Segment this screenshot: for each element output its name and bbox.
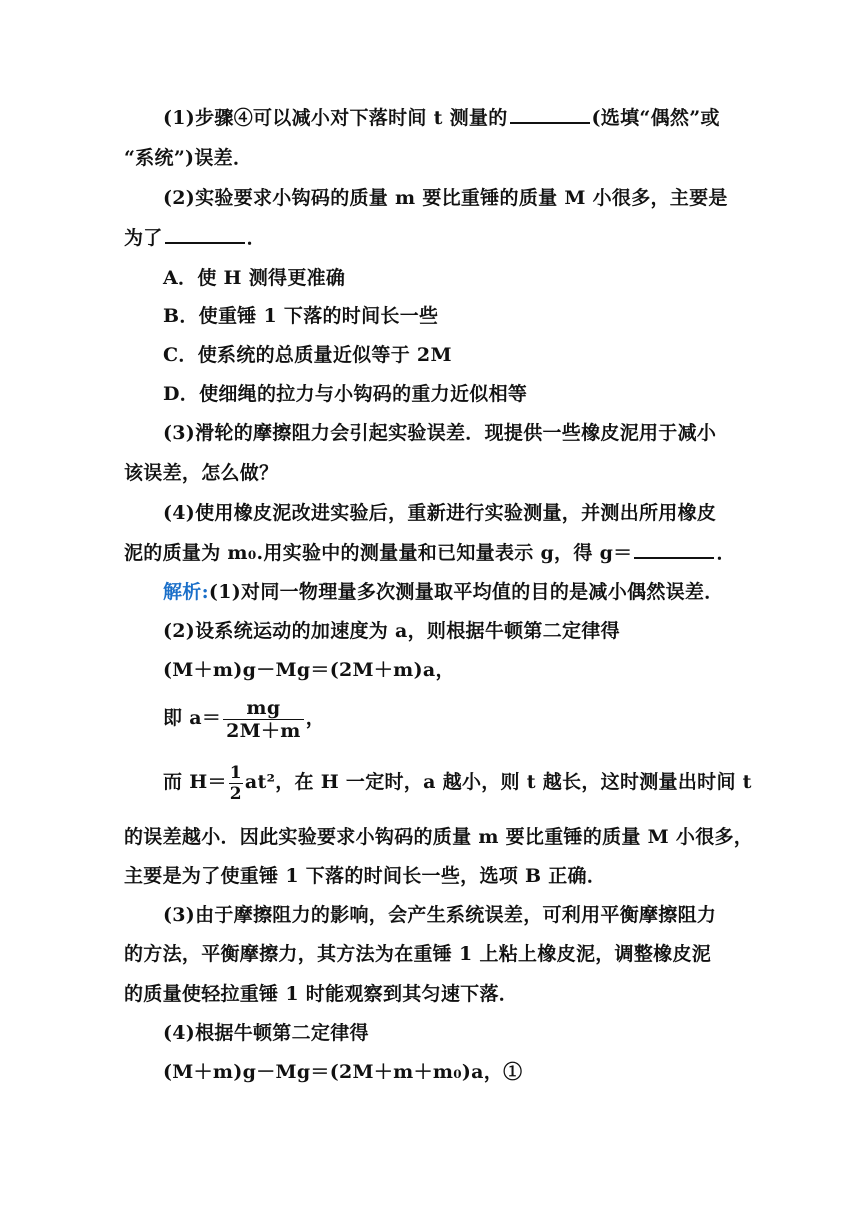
q2-line1: (2)实验要求小钩码的质量 m 要比重锤的质量 M 小很多，主要是 [163, 187, 728, 209]
q1-line1: (1)步骤④可以减小对下落时间 t 测量的 (选填“偶然”或 [163, 104, 783, 132]
fraction-mg: $\frac{mg}{2M+m}$ [223, 697, 304, 742]
solution-line-h: 而 H＝ $\frac{1}{2}$ at²，在 H 一定时，a 越小，则 t 越长，这时测量出时间 t [163, 762, 752, 804]
q4-line2: 泥的质量为 m₀.用实验中的测量量和已知量表示 g，得 g＝ ． [124, 539, 744, 567]
equation-2: 即 a＝ $\frac{mg}{2M+m}$ ， [163, 696, 326, 742]
option-c: C．使系统的总质量近似等于 2M [163, 344, 452, 366]
q3-line2: 该误差，怎么做？ [124, 462, 279, 484]
fraction-half: $\frac{1}{2}$ [229, 762, 242, 804]
equation-1: (M＋m)g－Mg＝(2M＋m)a， [163, 659, 455, 681]
q4-line1: (4)使用橡皮泥改进实验后，重新进行实验测量，并测出所用橡皮 [163, 502, 717, 524]
q3-line1: (3)滑轮的摩擦阻力会引起实验误差．现提供一些橡皮泥用于减小 [163, 422, 717, 444]
solution-line-4a: (4)根据牛顿第二定律得 [163, 1022, 369, 1044]
q2-line2: 为了 ． [124, 224, 744, 252]
solution-line-3a: (3)由于摩擦阻力的影响，会产生系统误差，可利用平衡摩擦阻力 [163, 904, 717, 926]
answer-blank-3 [634, 539, 714, 559]
q1-line2: “系统”)误差． [124, 147, 253, 169]
solution-line-c: 的误差越小．因此实验要求小钩码的质量 m 要比重锤的质量 M 小很多， [124, 826, 754, 848]
solution-line-3b: 的方法，平衡摩擦力，其方法为在重锤 1 上粘上橡皮泥，调整橡皮泥 [124, 943, 712, 965]
option-a: A．使 H 测得更准确 [163, 267, 346, 289]
solution-line-d: 主要是为了使重锤 1 下落的时间长一些，选项 B 正确． [124, 865, 607, 887]
solution-label: 解析: [163, 581, 209, 603]
answer-blank-1 [510, 104, 590, 124]
equation-3: (M＋m)g－Mg＝(2M＋m＋m₀)a，① [163, 1061, 523, 1083]
solution-line-3c: 的质量使轻拉重锤 1 时能观察到其匀速下落． [124, 983, 519, 1005]
solution-line2: (2)设系统运动的加速度为 a，则根据牛顿第二定律得 [163, 620, 620, 642]
solution-line1: 解析:(1)对同一物理量多次测量取平均值的目的是减小偶然误差． [163, 581, 724, 603]
option-b: B．使重锤 1 下落的时间长一些 [163, 305, 439, 327]
option-d: D．使细绳的拉力与小钩码的重力近似相等 [163, 383, 528, 405]
answer-blank-2 [165, 224, 245, 244]
